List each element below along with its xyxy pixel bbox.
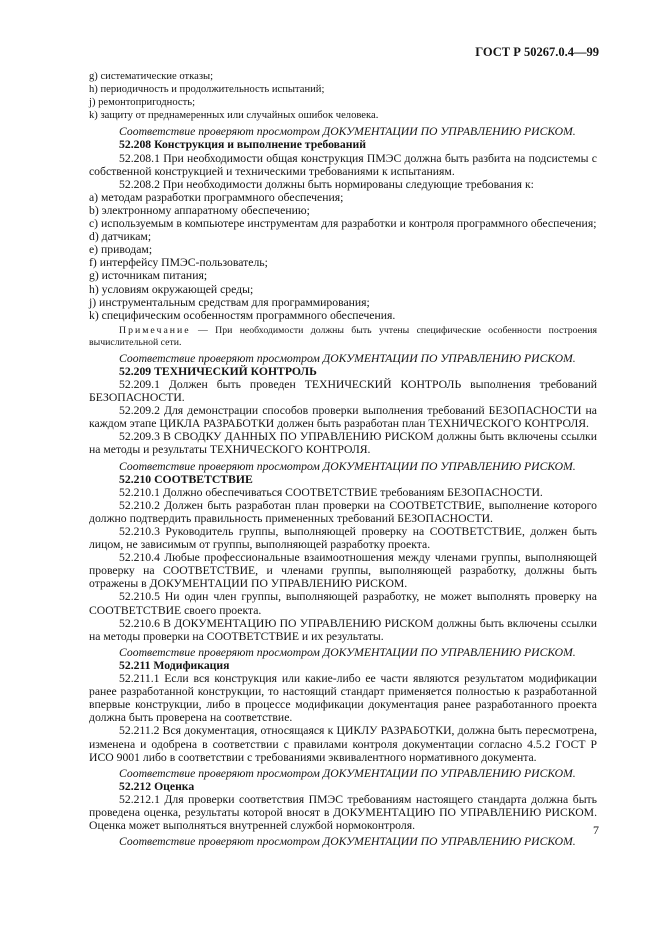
section-title-52-212: 52.212 Оценка [119,779,195,793]
note [89,325,597,349]
list-item: j) ремонтопригодность; [89,97,196,109]
paragraph: 52.210.1 Должно обеспечиваться СООТВЕТСТВИЕ требованиям БЕЗОПАСНОСТИ. [119,485,543,499]
paragraph: 52.209.3 В СВОДКУ ДАННЫХ ПО УПРАВЛЕНИЮ РИСКОМ должны быть включены ссылки на методы и результаты ТЕХНИЧЕСКОГО КОНТРОЛЯ. [89,430,597,457]
list-item: d) датчикам; [89,230,152,244]
check-statement: Соответствие проверяют просмотром ДОКУМЕНТАЦИИ ПО УПРАВЛЕНИЮ РИСКОМ. [119,835,576,849]
paragraph: 52.208.1 При необходимости общая конструкция ПМЭС должна быть разбита на подсистемы с собственной конструкцией и техническими требованиями к испытаниям. [89,151,597,178]
check-statement: Соответствие проверяют просмотром ДОКУМЕНТАЦИИ ПО УПРАВЛЕНИЮ РИСКОМ. [119,351,576,365]
paragraph: 52.208.2 При необходимости должны быть нормированы следующие требования к: [119,177,534,191]
section-title-52-208: 52.208 Конструкция и выполнение требований [119,138,366,152]
paragraph: 52.209.1 Должен быть проведен ТЕХНИЧЕСКИЙ КОНТРОЛЬ выполнения требований БЕЗОПАСНОСТИ. [89,377,597,405]
note-label: Примечание [119,324,191,336]
page-body [89,70,597,848]
section-title-52-210: 52.210 СООТВЕТСТВИЕ [119,472,253,486]
section-title-52-211: 52.211 Модификация [119,658,230,672]
list-item: c) используемым в компьютере инструментам для разработки и контроля программного обеспечения; [89,217,597,231]
paragraph: 52.210.5 Ни один член группы, выполняющей разработку, не может выполнять проверку на СООТВЕТСТВИЕ своего проекта. [89,590,597,617]
paragraph: 52.210.6 В ДОКУМЕНТАЦИЮ ПО УПРАВЛЕНИЮ РИСКОМ должны быть включены ссылки на методы проверки на СООТВЕТСТВИЕ и их результаты. [89,616,597,643]
check-statement: Соответствие проверяют просмотром ДОКУМЕНТАЦИИ ПО УПРАВЛЕНИЮ РИСКОМ. [119,459,576,473]
list-item: g) источникам питания; [89,269,208,283]
paragraph: 52.211.1 Если вся конструкция или какие-либо ее части являются результатом модификации ранее разработанной конструкции, то настоящий стандарт применяется полностью к разработанной впервые конструкции, либо в процессе модификации документация ранее разработанного проекта должна быть проверена на соответствие. [89,672,597,725]
section-title-52-209: 52.209 ТЕХНИЧЕСКИЙ КОНТРОЛЬ [119,364,317,378]
paragraph: 52.209.2 Для демонстрации способов проверки выполнения требований БЕЗОПАСНОСТИ на каждом этапе ЦИКЛА РАЗРАБОТКИ должен быть разработан план ТЕХНИЧЕСКОГО КОНТРОЛЯ. [89,404,597,431]
page-number: 7 [593,823,599,837]
check-statement: Соответствие проверяют просмотром ДОКУМЕНТАЦИИ ПО УПРАВЛЕНИЮ РИСКОМ. [119,125,576,139]
list-item: e) приводам; [89,243,153,257]
list-item: k) защиту от преднамеренных или случайных ошибок человека. [89,110,379,122]
list-item: a) методам разработки программного обеспечения; [89,190,344,204]
page-header: ГОСТ Р 50267.0.4—99 [475,45,599,59]
paragraph: 52.210.4 Любые профессиональные взаимоотношения между членами группы, выполняющей проверку на СООТВЕТСТВИЕ, и членами группы, выполняющей разработку, должны быть отражены в ДОКУМЕНТАЦИИ ПО УПРАВЛЕНИЮ РИСКОМ. [89,551,597,591]
paragraph: 52.210.2 Должен быть разработан план проверки на СООТВЕТСТВИЕ, выполнение которого должно подтвердить правильность примененных требований БЕЗОПАСНОСТИ. [89,498,597,525]
paragraph: 52.212.1 Для проверки соответствия ПМЭС требованиям настоящего стандарта должна быть проведена оценка, результаты которой вносят в ДОКУМЕНТАЦИЮ ПО УПРАВЛЕНИЮ РИСКОМ. Оценка может выполняться внутренней службой нормоконтроля. [89,792,597,833]
list-item: j) инструментальным средствам для программирования; [89,295,370,309]
list-item: b) электронному аппаратному обеспечению; [89,203,310,217]
list-item: f) интерфейсу ПМЭС-пользователь; [89,256,268,270]
note-text: — При необходимости должны быть учтены специфические особенности построения вычислительной сети. [89,324,597,348]
list-item: g) систематические отказы; [89,71,214,82]
list-item: h) условиям окружающей среды; [89,282,254,296]
check-statement: Соответствие проверяют просмотром ДОКУМЕНТАЦИИ ПО УПРАВЛЕНИЮ РИСКОМ. [119,645,576,659]
list-item: k) специфическим особенностям программного обеспечения. [89,308,396,322]
check-statement: Соответствие проверяют просмотром ДОКУМЕНТАЦИИ ПО УПРАВЛЕНИЮ РИСКОМ. [119,766,576,780]
list-item: h) периодичность и продолжительность испытаний; [89,84,325,96]
paragraph: 52.211.2 Вся документация, относящаяся к ЦИКЛУ РАЗРАБОТКИ, должна быть пересмотрена, изменена и одобрена в соответствии с правилами контроля документации согласно 4.5.2 ГОСТ Р ИСО 9001 либо в соответствии с требованиями эквивалентного нормативного документа. [89,724,597,764]
paragraph: 52.210.3 Руководитель группы, выполняющей проверку на СООТВЕТСТВИЕ, должен быть лицом, не зависимым от группы, выполняющей разработку проекта. [89,525,597,552]
